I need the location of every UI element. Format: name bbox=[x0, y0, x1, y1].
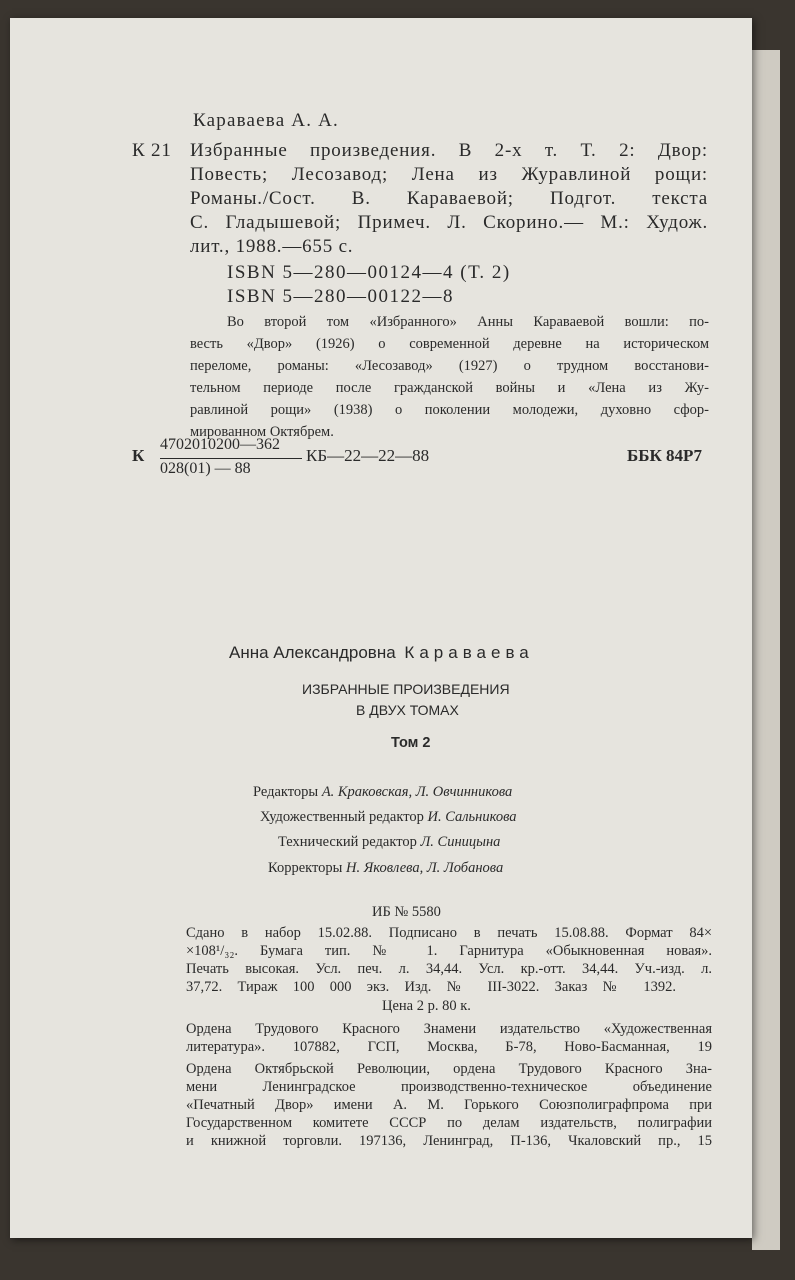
catalog-line-3: Романы./Сост. В. Караваевой; Подгот. текста bbox=[190, 188, 708, 209]
book-title-line-1: ИЗБРАННЫЕ ПРОИЗВЕДЕНИЯ bbox=[302, 681, 510, 697]
author-given-names: Анна Александровна bbox=[229, 643, 396, 662]
book-page bbox=[10, 18, 752, 1238]
production-line-4: 37,72. Тираж 100 000 экз. Изд. № III-3022. Заказ № 1392. bbox=[186, 979, 676, 995]
code-numerator: 4702010200—362 bbox=[160, 436, 280, 453]
catalog-line-5: лит., 1988.—655 с. bbox=[190, 236, 354, 257]
production-line-3: Печать высокая. Усл. печ. л. 34,44. Усл. кр.-отт. 34,44. Уч.-изд. л. bbox=[186, 961, 712, 977]
book-title-line-2: В ДВУХ ТОМАХ bbox=[356, 702, 459, 718]
tech-editor-label: Технический редактор bbox=[278, 834, 417, 850]
production-line-1: Сдано в набор 15.02.88. Подписано в печать 15.08.88. Формат 84× bbox=[186, 925, 712, 941]
correctors-label: Корректоры bbox=[268, 860, 343, 876]
annotation-line-5: равлиной рощи» (1938) о поколении молодежи, духовно сфор- bbox=[190, 402, 709, 418]
catalog-line-2: Повесть; Лесозавод; Лена из Журавлиной рощи: bbox=[190, 164, 708, 185]
author-full-name bbox=[229, 643, 534, 663]
printer-line-2: мени Ленинградское производственно-техническое объединение bbox=[186, 1079, 712, 1095]
tech-editor-name: Л. Синицына bbox=[420, 834, 501, 850]
isbn-volume: ISBN 5—280—00124—4 (Т. 2) bbox=[227, 262, 511, 283]
editors-names: А. Краковская, Л. Овчинникова bbox=[321, 784, 513, 800]
code-letter: К bbox=[132, 446, 145, 465]
bbk-code: ББК 84Р7 bbox=[627, 446, 702, 465]
author-surname: Караваева bbox=[404, 643, 534, 662]
annotation-line-4: тельном периоде после гражданской войны и «Лена из Жу- bbox=[190, 380, 709, 396]
catalog-index: К 21 bbox=[132, 140, 172, 161]
printer-line-4: Государственном комитете СССР по делам издательств, полиграфии bbox=[186, 1115, 712, 1131]
page-edge bbox=[752, 50, 780, 1250]
tech-editor-line bbox=[278, 834, 500, 851]
printer-line-5: и книжной торговли. 197136, Ленинград, П-136, Чкаловский пр., 15 bbox=[186, 1133, 712, 1149]
art-editor-line bbox=[260, 809, 517, 826]
annotation-line-2: весть «Двор» (1926) о современной деревне на историческом bbox=[190, 336, 709, 352]
publisher-line-2: литература». 107882, ГСП, Москва, Б-78, Ново-Басманная, 19 bbox=[186, 1039, 712, 1055]
volume-number: Том 2 bbox=[391, 735, 431, 751]
annotation-line-6: мированном Октябрем. bbox=[190, 424, 334, 440]
code-kb: КБ—22—22—88 bbox=[306, 446, 430, 465]
art-editor-name: И. Сальникова bbox=[427, 809, 517, 825]
art-editor-label: Художественный редактор bbox=[260, 809, 424, 825]
isbn-set: ISBN 5—280—00122—8 bbox=[227, 286, 455, 307]
catalog-line-1: Избранные произведения. В 2-х т. Т. 2: Двор: bbox=[190, 140, 708, 161]
correctors-names: Н. Яковлева, Л. Лобанова bbox=[346, 860, 504, 876]
editors-label: Редакторы bbox=[253, 784, 319, 800]
catalog-line-4: С. Гладышевой; Примеч. Л. Скорино.— М.: Худож. bbox=[190, 212, 708, 233]
printer-line-3: «Печатный Двор» имени А. М. Горького Союзполиграфпрома при bbox=[186, 1097, 712, 1113]
correctors-line bbox=[268, 860, 503, 877]
production-line-2: ×108¹/₃₂. Бумага тип. № 1. Гарнитура «Обыкновенная новая». bbox=[186, 943, 712, 959]
annotation-line-1: Во второй том «Избранного» Анны Караваевой вошли: по- bbox=[227, 314, 709, 330]
fraction-bar bbox=[160, 458, 302, 459]
ib-number: ИБ № 5580 bbox=[372, 904, 441, 920]
code-denominator: 028(01) — 88 bbox=[160, 460, 251, 477]
editors-line bbox=[253, 784, 512, 801]
author-heading: Караваева А. А. bbox=[193, 110, 339, 131]
price: Цена 2 р. 80 к. bbox=[382, 998, 471, 1014]
publisher-line-1: Ордена Трудового Красного Знамени издательство «Художественная bbox=[186, 1021, 712, 1037]
annotation-line-3: переломе, романы: «Лесозавод» (1927) о трудном восстанови- bbox=[190, 358, 709, 374]
printer-line-1: Ордена Октябрьской Революции, ордена Трудового Красного Зна- bbox=[186, 1061, 712, 1077]
